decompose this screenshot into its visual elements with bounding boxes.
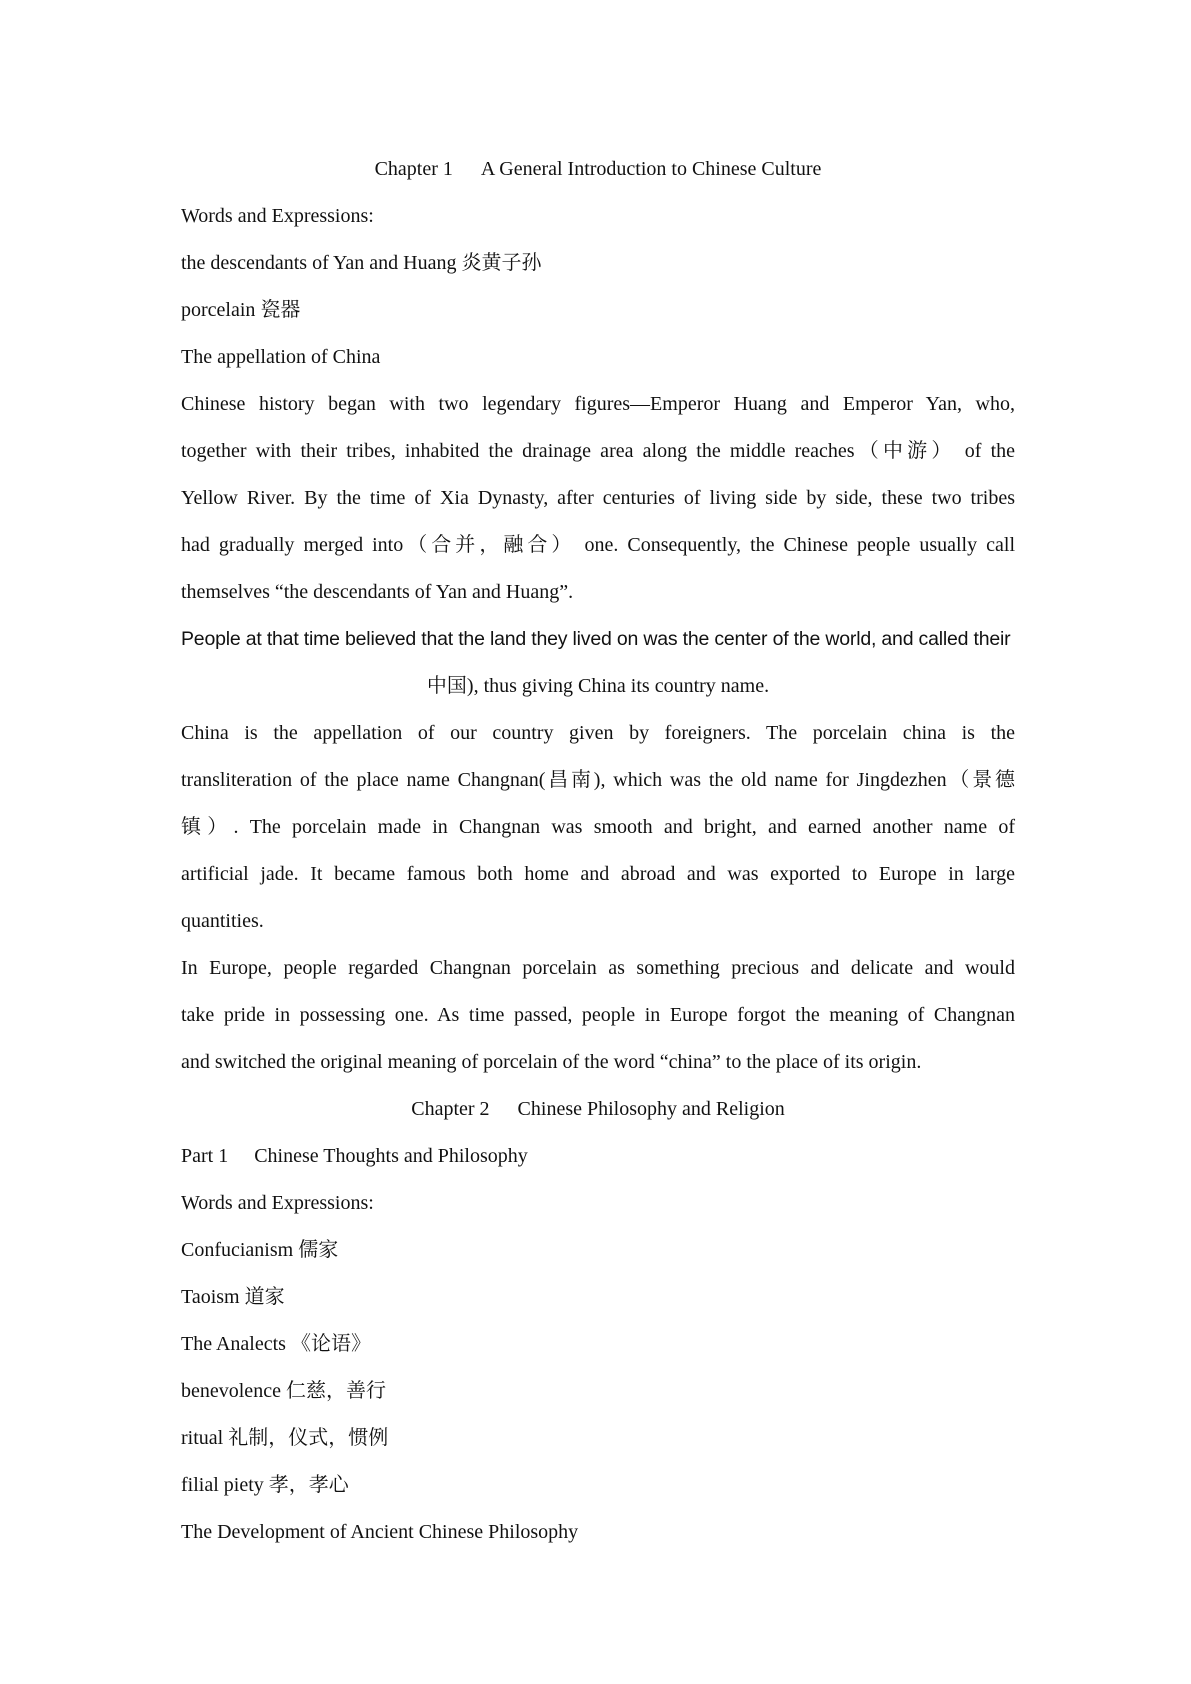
paragraph-line: Chinese history began with two legendary figures—Emperor Huang and Emperor Yan, who, [181,393,1015,415]
section-heading-appellation: The appellation of China [181,346,381,368]
paragraph-line: People at that time believed that the land they lived on was the center of the world, and called their [181,628,1011,650]
paragraph-line: China is the appellation of our country given by foreigners. The porcelain china is the [181,722,1015,744]
paragraph-line: quantities. [181,910,264,932]
paragraph-line: and switched the original meaning of porcelain of the word “china” to the place of its origin. [181,1051,922,1073]
words-heading-2: Words and Expressions: [181,1192,374,1214]
paragraph-line: In Europe, people regarded Changnan porcelain as something precious and delicate and would [181,957,1015,979]
part-1-heading [181,1133,1015,1180]
chapter-1-heading [181,146,1015,193]
paragraph-line: together with their tribes, inhabited the drainage area along the middle reaches（中游） of the [181,440,1015,462]
vocab-item: Confucianism 儒家 [181,1239,339,1261]
paragraph-line: transliteration of the place name Changnan(昌南), which was the old name for Jingdezhen（景德 [181,769,1015,791]
vocab-item: porcelain 瓷器 [181,299,301,321]
paragraph-line: themselves “the descendants of Yan and Huang”. [181,581,574,603]
vocab-item: ritual 礼制，仪式，惯例 [181,1427,389,1449]
vocab-item: The Analects 《论语》 [181,1333,371,1355]
vocab-item: Taoism 道家 [181,1286,285,1308]
chapter-1-title: A General Introduction to Chinese Culture [480,158,822,180]
part-title: Chinese Thoughts and Philosophy [254,1145,528,1167]
vocab-item: filial piety 孝，孝心 [181,1474,349,1496]
paragraph-line: Yellow River. By the time of Xia Dynasty, after centuries of living side by side, these two tribes [181,487,1015,509]
section-heading-development: The Development of Ancient Chinese Philosophy [181,1521,579,1543]
paragraph-line: artificial jade. It became famous both home and abroad and was exported to Europe in large [181,863,1015,885]
paragraph-line: 镇）. The porcelain made in Changnan was smooth and bright, and earned another name of [181,816,1015,838]
chapter-2-title: Chinese Philosophy and Religion [517,1098,785,1120]
words-heading-1: Words and Expressions: [181,205,374,227]
chapter-2-label: Chapter 2 [411,1098,490,1120]
chapter-1-label: Chapter 1 [374,158,453,180]
part-label: Part 1 [181,1145,229,1167]
chapter-2-heading [181,1086,1015,1133]
paragraph-line: 中国), thus giving China its country name. [426,675,770,697]
vocab-item: the descendants of Yan and Huang 炎黄子孙 [181,252,542,274]
vocab-item: benevolence 仁慈，善行 [181,1380,386,1402]
paragraph-line: take pride in possessing one. As time passed, people in Europe forgot the meaning of Changnan [181,1004,1015,1026]
paragraph-line: had gradually merged into（合并，融合） one. Consequently, the Chinese people usually call [181,534,1015,556]
